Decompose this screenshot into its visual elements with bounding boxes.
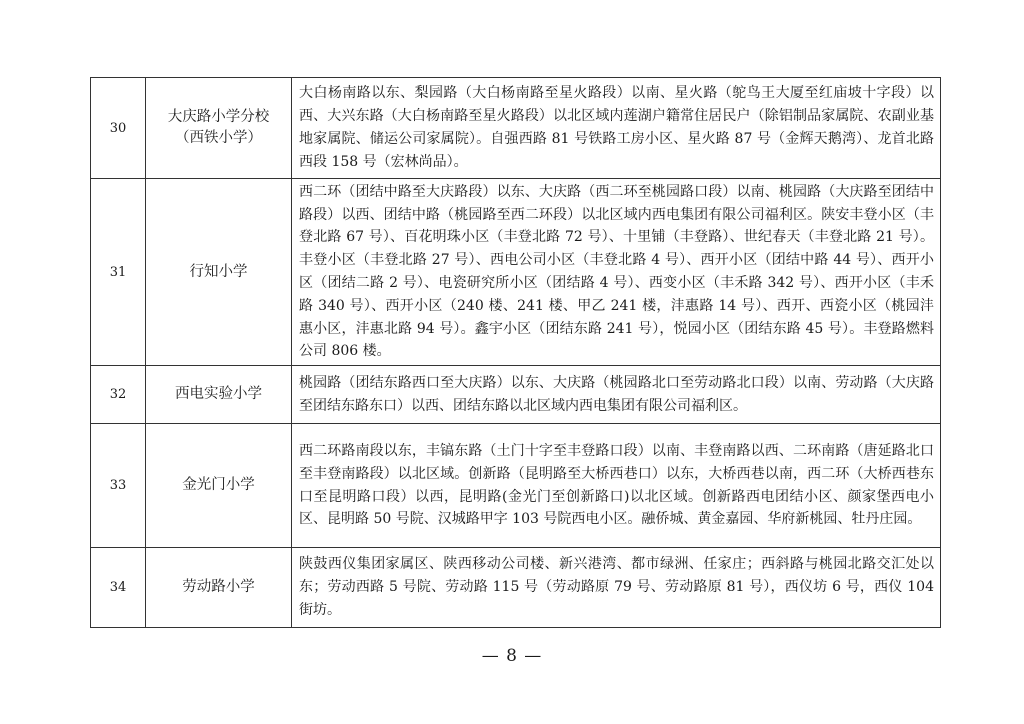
district-description: 桃园路（团结东路西口至大庆路）以东、大庆路（桃园路北口至劳动路北口段）以南、劳动路（大庆路至团结东路东口）以西、团结东路以北区域内西电集团有限公司福利区。 [292,366,941,424]
district-description: 西二环路南段以东，丰镐东路（土门十字至丰登路口段）以南、丰登南路以西、二环南路（唐延路北口至丰登南路段）以北区域。创新路（昆明路至大桥西巷口）以东，大桥西巷以南，西二环（大桥西巷东口至昆明路口段）以西，昆明路(金光门至创新路口)以北区域。创新路西电团结小区、颜家堡西电小区、昆明路 50 号院、汉城路甲字 103 号院西电小区。融侨城、黄金嘉园、华府新桃园、牡丹庄园。 [292,424,941,548]
district-description: 西二环（团结中路至大庆路段）以东、大庆路（西二环至桃园路口段）以南、桃园路（大庆路至团结中路段）以西、团结中路（桃园路至西二环段）以北区域内西电集团有限公司福利区。陕安丰登小区（丰登北路 67 号）、百花明珠小区（丰登北路 72 号）、十里铺（丰登路）、世纪春天（丰登北路 21 号）。丰登小区（丰登北路 27 号）、西电公司小区（丰登北路 4 号）、西开小区（团结中路 44 号）、西开小区（团结二路 2 号）、电瓷研究所小区（团结路 4 号）、西变小区（丰禾路 342 号）、西开小区（丰禾路 340 号）、西开小区（240 楼、241 楼、甲乙 241 楼，沣惠路 14 号）、西开、西瓷小区（桃园沣惠小区，沣惠北路 94 号）。鑫宇小区（团结东路 241 号），悦园小区（团结东路 45 号）。丰登路燃料公司 806 楼。 [292,179,941,366]
page-number: — 8 — [481,646,543,666]
table-row [91,548,941,628]
school-name: 劳动路小学 [146,548,292,628]
table-row [91,179,941,366]
row-number: 30 [91,78,146,179]
school-name [146,78,292,179]
table-row [91,424,941,548]
school-name: 西电实验小学 [146,366,292,424]
row-number: 33 [91,424,146,548]
school-name: 金光门小学 [146,424,292,548]
row-number: 31 [91,179,146,366]
district-description: 大白杨南路以东、梨园路（大白杨南路至星火路段）以南、星火路（鸵鸟王大厦至红庙坡十字段）以西、大兴东路（大白杨南路至星火路段）以北区域内莲湖户籍常住居民户（除铝制品家属院、农副业基地家属院、储运公司家属院）。自强西路 81 号铁路工房小区、星火路 87 号（金辉天鹅湾）、龙首北路西段 158 号（宏林尚品）。 [292,78,941,179]
district-description: 陕鼓西仪集团家属区、陕西移动公司楼、新兴港湾、都市绿洲、任家庄；西斜路与桃园北路交汇处以东；劳动西路 5 号院、劳动路 115 号（劳动路原 79 号、劳动路原 81 号），西仪坊 6 号，西仪 104 街坊。 [292,548,941,628]
row-number: 32 [91,366,146,424]
school-district-table [90,77,941,628]
table-row [91,366,941,424]
row-number: 34 [91,548,146,628]
school-name-line: （西铁小学） [175,130,262,146]
table-row [91,78,941,179]
school-name: 行知小学 [146,179,292,366]
school-name-line: 大庆路小学分校 [167,109,270,125]
